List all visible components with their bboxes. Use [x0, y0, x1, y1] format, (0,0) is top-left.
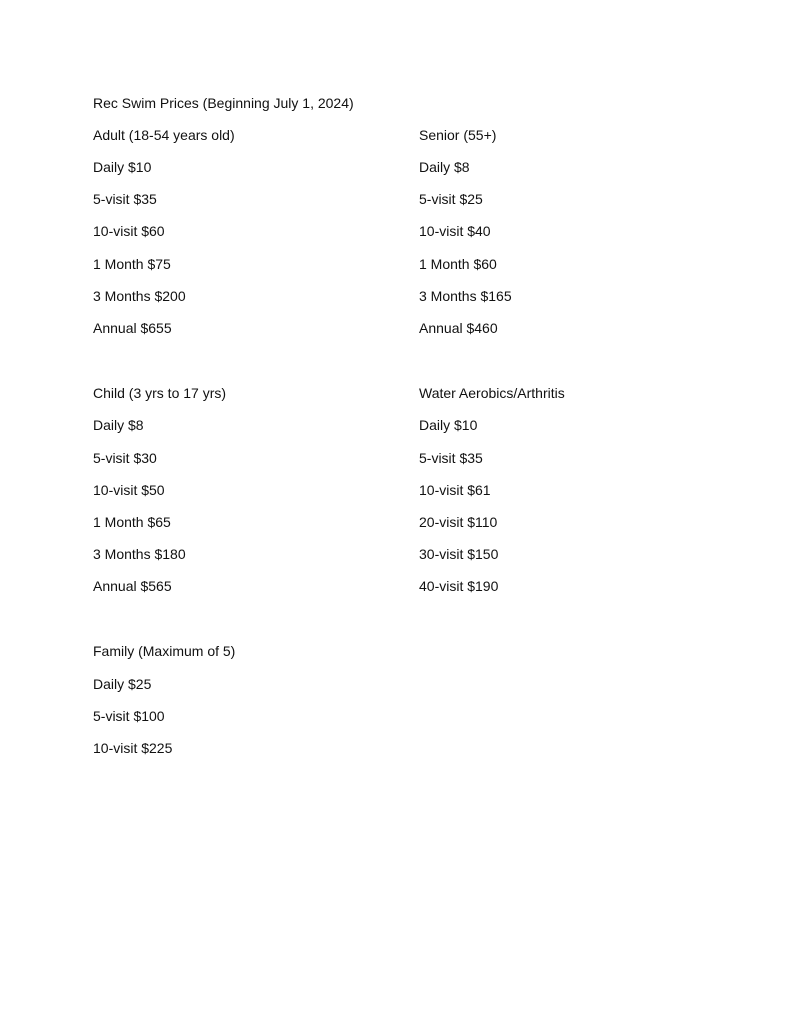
- child-price-item: 10-visit $50: [93, 482, 165, 498]
- child-price-item: 3 Months $180: [93, 546, 186, 562]
- adult-price-item: Annual $655: [93, 320, 172, 336]
- child-price-item: 1 Month $65: [93, 514, 171, 530]
- water-aerobics-price-item: Daily $10: [419, 417, 478, 433]
- adult-price-item: 5-visit $35: [93, 191, 157, 207]
- child-price-item: Annual $565: [93, 578, 172, 594]
- adult-price-item: Daily $10: [93, 159, 152, 175]
- water-aerobics-price-item: 40-visit $190: [419, 578, 499, 594]
- child-price-item: 5-visit $30: [93, 450, 157, 466]
- child-price-item: Daily $8: [93, 417, 144, 433]
- water-aerobics-heading: Water Aerobics/Arthritis: [419, 385, 565, 401]
- senior-price-item: 3 Months $165: [419, 288, 512, 304]
- water-aerobics-price-item: 20-visit $110: [419, 514, 498, 530]
- senior-heading: Senior (55+): [419, 127, 497, 143]
- page-title: Rec Swim Prices (Beginning July 1, 2024): [93, 95, 354, 111]
- adult-price-item: 3 Months $200: [93, 288, 186, 304]
- adult-price-item: 10-visit $60: [93, 223, 165, 239]
- adult-price-item: 1 Month $75: [93, 256, 171, 272]
- senior-price-item: 5-visit $25: [419, 191, 483, 207]
- senior-price-item: Daily $8: [419, 159, 470, 175]
- family-heading: Family (Maximum of 5): [93, 643, 236, 659]
- water-aerobics-price-item: 5-visit $35: [419, 450, 483, 466]
- family-price-item: Daily $25: [93, 676, 152, 692]
- senior-price-item: 10-visit $40: [419, 223, 491, 239]
- family-price-item: 10-visit $225: [93, 740, 173, 756]
- water-aerobics-price-item: 10-visit $61: [419, 482, 491, 498]
- adult-heading: Adult (18-54 years old): [93, 127, 235, 143]
- child-heading: Child (3 yrs to 17 yrs): [93, 385, 227, 401]
- senior-price-item: Annual $460: [419, 320, 498, 336]
- water-aerobics-price-item: 30-visit $150: [419, 546, 499, 562]
- family-price-item: 5-visit $100: [93, 708, 165, 724]
- senior-price-item: 1 Month $60: [419, 256, 497, 272]
